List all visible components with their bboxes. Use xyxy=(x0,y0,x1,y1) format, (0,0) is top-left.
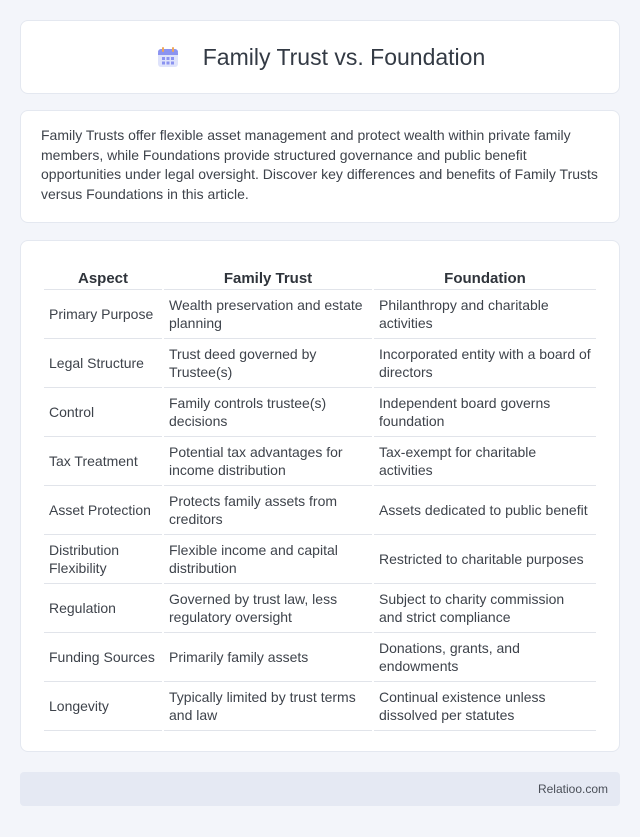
aspect-cell: Asset Protection xyxy=(44,486,162,535)
table-row xyxy=(44,437,596,486)
family-trust-cell: Trust deed governed by Trustee(s) xyxy=(164,339,372,388)
intro-card xyxy=(20,110,620,223)
aspect-cell: Legal Structure xyxy=(44,339,162,388)
aspect-cell: Distribution Flexibility xyxy=(44,535,162,584)
family-trust-cell: Potential tax advantages for income distribution xyxy=(164,437,372,486)
title-card xyxy=(20,20,620,94)
family-trust-cell: Wealth preservation and estate planning xyxy=(164,290,372,339)
header-foundation: Foundation xyxy=(374,267,596,290)
table-row xyxy=(44,339,596,388)
calendar-icon xyxy=(155,44,181,70)
family-trust-cell: Governed by trust law, less regulatory oversight xyxy=(164,584,372,633)
comparison-table xyxy=(42,267,598,731)
table-row xyxy=(44,290,596,339)
intro-text: Family Trusts offer flexible asset management and protect wealth within private family members, while Foundations provide structured governance and public benefit opportunities under legal oversight. Discover key differences and benefits of Family Trusts versus Foundations in this article. xyxy=(41,127,598,202)
foundation-cell: Tax-exempt for charitable activities xyxy=(374,437,596,486)
foundation-cell: Subject to charity commission and strict compliance xyxy=(374,584,596,633)
table-row xyxy=(44,486,596,535)
foundation-cell: Continual existence unless dissolved per statutes xyxy=(374,682,596,731)
family-trust-cell: Protects family assets from creditors xyxy=(164,486,372,535)
table-row xyxy=(44,584,596,633)
foundation-cell: Philanthropy and charitable activities xyxy=(374,290,596,339)
foundation-cell: Incorporated entity with a board of directors xyxy=(374,339,596,388)
table-row xyxy=(44,633,596,682)
table-header-row xyxy=(44,267,596,290)
foundation-cell: Independent board governs foundation xyxy=(374,388,596,437)
table-card xyxy=(20,240,620,752)
aspect-cell: Control xyxy=(44,388,162,437)
aspect-cell: Tax Treatment xyxy=(44,437,162,486)
family-trust-cell: Primarily family assets xyxy=(164,633,372,682)
foundation-cell: Restricted to charitable purposes xyxy=(374,535,596,584)
table-row xyxy=(44,682,596,731)
footer-brand: Relatioo.com xyxy=(537,782,608,796)
family-trust-cell: Family controls trustee(s) decisions xyxy=(164,388,372,437)
page-title: Family Trust vs. Foundation xyxy=(202,43,486,70)
table-row xyxy=(44,535,596,584)
aspect-cell: Longevity xyxy=(44,682,162,731)
foundation-cell: Donations, grants, and endowments xyxy=(374,633,596,682)
aspect-cell: Funding Sources xyxy=(44,633,162,682)
header-aspect: Aspect xyxy=(44,267,162,290)
header-family-trust: Family Trust xyxy=(164,267,372,290)
aspect-cell: Regulation xyxy=(44,584,162,633)
family-trust-cell: Typically limited by trust terms and law xyxy=(164,682,372,731)
table-row xyxy=(44,388,596,437)
foundation-cell: Assets dedicated to public benefit xyxy=(374,486,596,535)
family-trust-cell: Flexible income and capital distribution xyxy=(164,535,372,584)
footer xyxy=(20,772,620,806)
aspect-cell: Primary Purpose xyxy=(44,290,162,339)
